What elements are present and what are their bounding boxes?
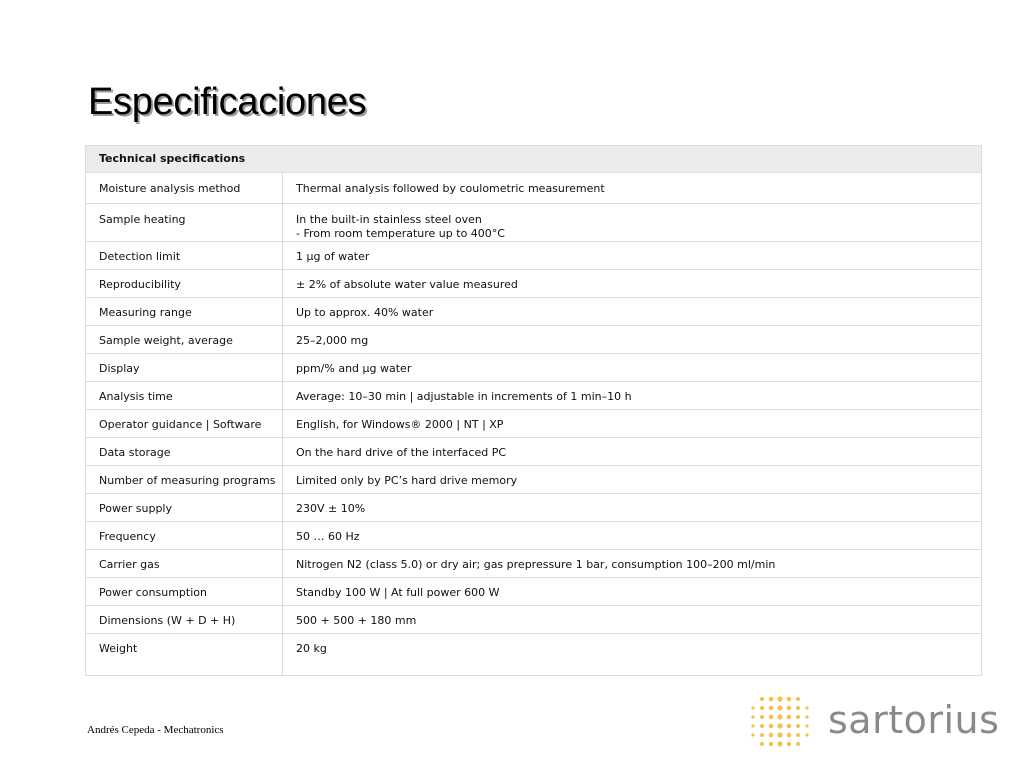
spec-row xyxy=(86,606,982,634)
spec-row xyxy=(86,438,982,466)
logo-wordmark: sartorius xyxy=(828,698,1000,742)
spec-value: Average: 10–30 min | adjustable in increments of 1 min–10 h xyxy=(283,382,982,410)
logo-dot xyxy=(760,742,764,746)
logo-dot xyxy=(760,706,764,710)
spec-row xyxy=(86,494,982,522)
logo-dot xyxy=(796,715,800,719)
logo-dot xyxy=(777,714,782,719)
logo-dot xyxy=(805,715,808,718)
sartorius-dot-grid-icon xyxy=(748,695,812,749)
spec-label: Power consumption xyxy=(86,578,283,606)
logo-dot xyxy=(760,715,764,719)
spec-value: 1 µg of water xyxy=(283,242,982,270)
spec-label: Measuring range xyxy=(86,298,283,326)
spec-value-cell xyxy=(283,204,982,242)
spec-row xyxy=(86,354,982,382)
spec-row xyxy=(86,270,982,298)
spec-label: Operator guidance | Software xyxy=(86,410,283,438)
spec-label: Number of measuring programs xyxy=(86,466,283,494)
spec-label: Dimensions (W + D + H) xyxy=(86,606,283,634)
spec-value: Up to approx. 40% water xyxy=(283,298,982,326)
spec-row xyxy=(86,578,982,606)
spec-table-header: Technical specifications xyxy=(86,146,982,173)
logo-dot xyxy=(787,715,792,720)
spec-value: English, for Windows® 2000 | NT | XP xyxy=(283,410,982,438)
spec-label: Sample weight, average xyxy=(86,326,283,354)
spec-row xyxy=(86,522,982,550)
logo-dot xyxy=(805,724,808,727)
spec-row xyxy=(86,634,982,676)
logo-dot xyxy=(796,706,800,710)
logo-dot xyxy=(760,697,764,701)
logo-dot xyxy=(796,697,800,701)
spec-label: Detection limit xyxy=(86,242,283,270)
spec-value: 20 kg xyxy=(283,634,982,676)
logo-dot xyxy=(787,724,792,729)
spec-row xyxy=(86,550,982,578)
logo-dot xyxy=(769,733,774,738)
spec-row xyxy=(86,466,982,494)
spec-label: Display xyxy=(86,354,283,382)
logo-dot xyxy=(777,732,782,737)
spec-label: Reproducibility xyxy=(86,270,283,298)
spec-value: Standby 100 W | At full power 600 W xyxy=(283,578,982,606)
spec-value: ppm/% and µg water xyxy=(283,354,982,382)
spec-value: 230V ± 10% xyxy=(283,494,982,522)
logo-dot xyxy=(751,733,754,736)
spec-value: Thermal analysis followed by coulometric measurement xyxy=(283,173,982,204)
spec-row xyxy=(86,173,982,204)
logo-dot xyxy=(787,742,792,747)
logo-dot xyxy=(777,741,782,746)
logo-dot xyxy=(796,742,800,746)
spec-label: Frequency xyxy=(86,522,283,550)
spec-table-header-row xyxy=(86,146,982,173)
logo-dot xyxy=(777,723,782,728)
spec-table xyxy=(85,145,982,676)
logo-dot xyxy=(760,733,764,737)
spec-row xyxy=(86,242,982,270)
spec-label: Moisture analysis method xyxy=(86,173,283,204)
sartorius-logo xyxy=(748,695,999,749)
spec-row xyxy=(86,204,982,242)
logo-dot xyxy=(769,742,774,747)
logo-dot xyxy=(769,706,774,711)
logo-dot xyxy=(787,697,792,702)
spec-row xyxy=(86,410,982,438)
spec-row xyxy=(86,382,982,410)
spec-value: 25–2,000 mg xyxy=(283,326,982,354)
logo-dot xyxy=(796,724,800,728)
logo-dot xyxy=(777,696,782,701)
logo-dot xyxy=(769,715,774,720)
logo-dot xyxy=(787,733,792,738)
logo-dot xyxy=(777,705,782,710)
logo-dot xyxy=(751,715,754,718)
logo-dot xyxy=(796,733,800,737)
logo-dot xyxy=(805,733,808,736)
spec-value: In the built-in stainless steel oven - From room temperature up to 400°C xyxy=(296,213,505,240)
slide-footer: Andrés Cepeda - Mechatronics xyxy=(87,724,224,736)
spec-value: On the hard drive of the interfaced PC xyxy=(283,438,982,466)
spec-value: ± 2% of absolute water value measured xyxy=(283,270,982,298)
logo-dot xyxy=(787,706,792,711)
spec-label: Data storage xyxy=(86,438,283,466)
spec-label: Weight xyxy=(86,634,283,676)
spec-value: 50 … 60 Hz xyxy=(283,522,982,550)
logo-dot xyxy=(805,706,808,709)
spec-label: Analysis time xyxy=(86,382,283,410)
slide-title: Especificaciones xyxy=(88,81,367,123)
spec-value: Limited only by PC’s hard drive memory xyxy=(283,466,982,494)
logo-dot xyxy=(760,724,764,728)
spec-value: Nitrogen N2 (class 5.0) or dry air; gas prepressure 1 bar, consumption 100–200 ml/min xyxy=(283,550,982,578)
spec-label: Sample heating xyxy=(86,204,283,242)
logo-dot xyxy=(769,697,774,702)
logo-dot xyxy=(751,724,754,727)
spec-value: 500 + 500 + 180 mm xyxy=(283,606,982,634)
spec-row xyxy=(86,298,982,326)
spec-row xyxy=(86,326,982,354)
spec-label: Carrier gas xyxy=(86,550,283,578)
logo-dot xyxy=(751,706,754,709)
logo-dot xyxy=(769,724,774,729)
spec-label: Power supply xyxy=(86,494,283,522)
